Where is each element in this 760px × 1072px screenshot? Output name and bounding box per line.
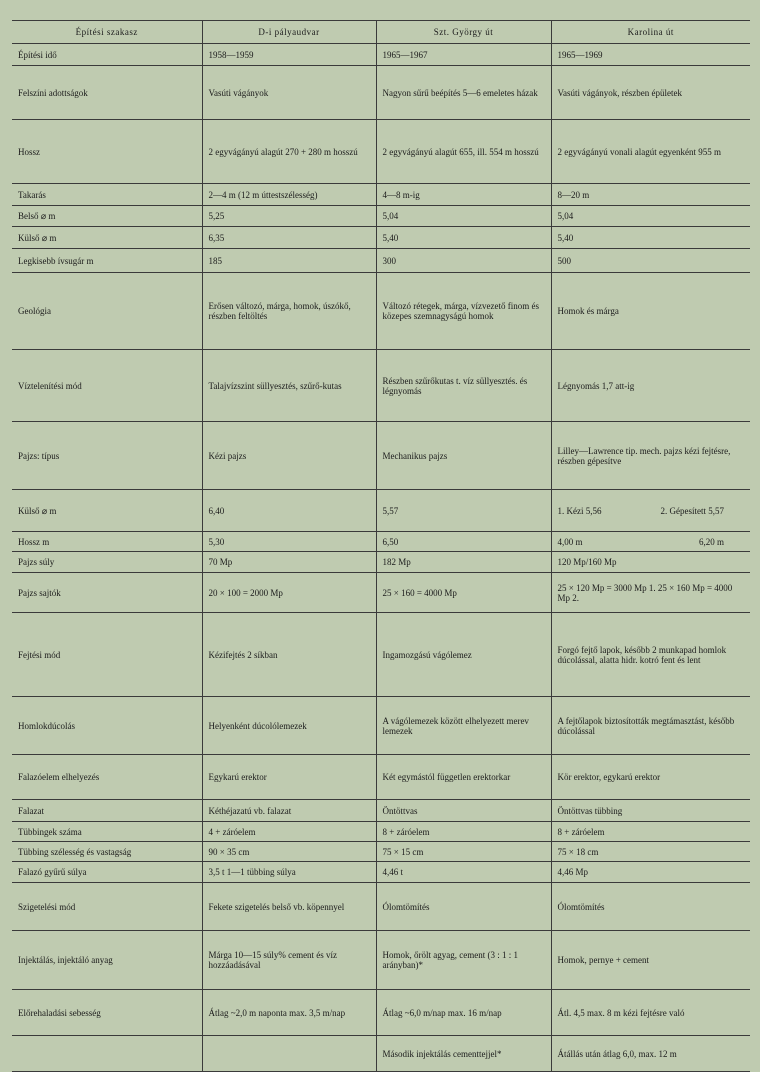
table-cell-part: 4,00 m xyxy=(557,536,583,547)
table-cell: A vágólemezek között elhelyezett merev lemezek xyxy=(376,697,551,755)
table-cell xyxy=(202,1036,376,1072)
table-cell: 75 × 15 cm xyxy=(376,842,551,862)
table-cell xyxy=(551,490,750,532)
table-cell: Kéthéjazatú vb. falazat xyxy=(202,800,376,822)
table-row xyxy=(12,350,750,422)
table-row xyxy=(12,800,750,822)
table-row xyxy=(12,613,750,697)
table-cell: Erősen változó, márga, homok, úszókő, részben feltöltés xyxy=(202,273,376,350)
row-label: Előrehaladási sebesség xyxy=(12,990,202,1036)
table-cell: 185 xyxy=(202,249,376,273)
table-cell: Ólomtömítés xyxy=(551,883,750,931)
row-label: Homlokdúcolás xyxy=(12,697,202,755)
table-cell: Részben szűrőkutas t. víz süllyesztés. és légnyomás xyxy=(376,350,551,422)
row-label: Építési idő xyxy=(12,44,202,66)
table-cell: 90 × 35 cm xyxy=(202,842,376,862)
table-cell: Lilley—Lawrence tip. mech. pajzs kézi fejtésre, részben gépesítve xyxy=(551,422,750,490)
table-cell xyxy=(551,532,750,552)
header-row xyxy=(12,21,750,44)
table-cell: Öntöttvas xyxy=(376,800,551,822)
table-cell: 4 + záróelem xyxy=(202,822,376,842)
table-row xyxy=(12,755,750,800)
table-cell: Márga 10—15 súly% cement és víz hozzáadásával xyxy=(202,931,376,990)
table-cell: Öntöttvas tübbing xyxy=(551,800,750,822)
table-cell: 8 + záróelem xyxy=(376,822,551,842)
table-cell: 2—4 m (12 m úttestszélesség) xyxy=(202,184,376,206)
header-cell: Építési szakasz xyxy=(12,21,202,44)
table-row xyxy=(12,990,750,1036)
table-cell: Két egymástól független erektorkar xyxy=(376,755,551,800)
table-cell: Mechanikus pajzs xyxy=(376,422,551,490)
row-label: Pajzs: típus xyxy=(12,422,202,490)
row-label: Pajzs súly xyxy=(12,552,202,573)
row-label: Takarás xyxy=(12,184,202,206)
header-cell: Szt. György út xyxy=(376,21,551,44)
table-cell: Ólomtömítés xyxy=(376,883,551,931)
table-cell: 500 xyxy=(551,249,750,273)
table-cell: 5,57 xyxy=(376,490,551,532)
row-label: Fejtési mód xyxy=(12,613,202,697)
table-cell: Átlag ~2,0 m naponta max. 3,5 m/nap xyxy=(202,990,376,1036)
table-row xyxy=(12,1036,750,1072)
table-row xyxy=(12,573,750,613)
table-cell: Homok, őrölt agyag, cement (3 : 1 : 1 arányban)* xyxy=(376,931,551,990)
table-row xyxy=(12,273,750,350)
row-label: Pajzs sajtók xyxy=(12,573,202,613)
table-row xyxy=(12,227,750,249)
table-cell: 2 egyvágányú vonali alagút egyenként 955 m xyxy=(551,120,750,184)
table-row xyxy=(12,120,750,184)
table-cell: Vasúti vágányok, részben épületek xyxy=(551,66,750,120)
table-cell: 20 × 100 = 2000 Mp xyxy=(202,573,376,613)
row-label: Falazó gyűrű súlya xyxy=(12,862,202,883)
table-cell: 5,40 xyxy=(376,227,551,249)
table-row xyxy=(12,249,750,273)
row-label: Külső ⌀ m xyxy=(12,227,202,249)
table-cell: Homok, pernye + cement xyxy=(551,931,750,990)
row-label: Külső ⌀ m xyxy=(12,490,202,532)
table-cell: 2 egyvágányú alagút 270 + 280 m hosszú xyxy=(202,120,376,184)
table-cell-part: 1. Kézi 5,56 xyxy=(557,505,602,516)
table-row xyxy=(12,44,750,66)
table-cell: 25 × 120 Mp = 3000 Mp 1. 25 × 160 Mp = 4000 Mp 2. xyxy=(551,573,750,613)
row-label: Falazat xyxy=(12,800,202,822)
row-label: Injektálás, injektáló anyag xyxy=(12,931,202,990)
table-cell: 5,25 xyxy=(202,206,376,227)
table-cell: 6,35 xyxy=(202,227,376,249)
table-cell: 300 xyxy=(376,249,551,273)
row-label: Hossz m xyxy=(12,532,202,552)
row-label xyxy=(12,1036,202,1072)
table-row xyxy=(12,490,750,532)
table-row xyxy=(12,206,750,227)
table-cell: 120 Mp/160 Mp xyxy=(551,552,750,573)
table-cell-part: 2. Gépesített 5,57 xyxy=(660,505,724,516)
table-cell: 5,04 xyxy=(551,206,750,227)
table-cell: 4,46 Mp xyxy=(551,862,750,883)
row-label: Felszíni adottságok xyxy=(12,66,202,120)
table-cell: Változó rétegek, márga, vízvezető finom és közepes szemnagyságú homok xyxy=(376,273,551,350)
table-cell: Kézi pajzs xyxy=(202,422,376,490)
table-row xyxy=(12,822,750,842)
table-row xyxy=(12,422,750,490)
table-cell: 4—8 m-ig xyxy=(376,184,551,206)
table-cell: 1965—1967 xyxy=(376,44,551,66)
table-cell: Homok és márga xyxy=(551,273,750,350)
row-label: Tübbing szélesség és vastagság xyxy=(12,842,202,862)
table-cell: Ingamozgású vágólemez xyxy=(376,613,551,697)
table-cell: 4,46 t xyxy=(376,862,551,883)
table-cell: 75 × 18 cm xyxy=(551,842,750,862)
row-label: Szigetelési mód xyxy=(12,883,202,931)
table-cell: Talajvízszint süllyesztés, szűrő-kutas xyxy=(202,350,376,422)
table-cell: 3,5 t 1—1 tübbing súlya xyxy=(202,862,376,883)
table-cell: Átl. 4,5 max. 8 m kézi fejtésre való xyxy=(551,990,750,1036)
table-cell: Átlag ~6,0 m/nap max. 16 m/nap xyxy=(376,990,551,1036)
table-cell-part: 6,20 m xyxy=(698,536,724,547)
table-cell: 5,04 xyxy=(376,206,551,227)
table-cell: Forgó fejtő lapok, később 2 munkapad homlok dúcolással, alatta hidr. kotró fent és lent xyxy=(551,613,750,697)
table-cell: 1965—1969 xyxy=(551,44,750,66)
table-cell: 2 egyvágányú alagút 655, ill. 554 m hosszú xyxy=(376,120,551,184)
table-row xyxy=(12,862,750,883)
header-cell: D-i pályaudvar xyxy=(202,21,376,44)
table-cell: Átállás után átlag 6,0, max. 12 m xyxy=(551,1036,750,1072)
table-cell: Kör erektor, egykarú erektor xyxy=(551,755,750,800)
table-cell: Fekete szigetelés belső vb. köpennyel xyxy=(202,883,376,931)
row-label: Legkisebb ívsugár m xyxy=(12,249,202,273)
comparison-table xyxy=(12,20,750,1072)
table-cell: 5,40 xyxy=(551,227,750,249)
table-row xyxy=(12,532,750,552)
table-cell: 70 Mp xyxy=(202,552,376,573)
table-cell: 8 + záróelem xyxy=(551,822,750,842)
table-cell: 5,30 xyxy=(202,532,376,552)
table-cell: 8—20 m xyxy=(551,184,750,206)
table-cell: Kézifejtés 2 síkban xyxy=(202,613,376,697)
table-row xyxy=(12,931,750,990)
row-label: Falazóelem elhelyezés xyxy=(12,755,202,800)
row-label: Hossz xyxy=(12,120,202,184)
row-label: Belső ⌀ m xyxy=(12,206,202,227)
table-cell: Második injektálás cementtejjel* xyxy=(376,1036,551,1072)
table-row xyxy=(12,184,750,206)
table-row xyxy=(12,697,750,755)
table-cell: A fejtőlapok biztosították megtámasztást, később dúcolással xyxy=(551,697,750,755)
row-label: Geológia xyxy=(12,273,202,350)
table-row xyxy=(12,883,750,931)
table-cell: 25 × 160 = 4000 Mp xyxy=(376,573,551,613)
table-cell: 1958—1959 xyxy=(202,44,376,66)
row-label: Víztelenítési mód xyxy=(12,350,202,422)
table-cell: 182 Mp xyxy=(376,552,551,573)
table-row xyxy=(12,66,750,120)
table-cell: 6,40 xyxy=(202,490,376,532)
table-cell: Vasúti vágányok xyxy=(202,66,376,120)
table-cell: 6,50 xyxy=(376,532,551,552)
table-cell: Légnyomás 1,7 att-ig xyxy=(551,350,750,422)
table-cell: Nagyon sűrű beépítés 5—6 emeletes házak xyxy=(376,66,551,120)
table-row xyxy=(12,552,750,573)
header-cell: Karolina út xyxy=(551,21,750,44)
row-label: Tübbingek száma xyxy=(12,822,202,842)
table-cell: Egykarú erektor xyxy=(202,755,376,800)
table-cell: Helyenként dúcolólemezek xyxy=(202,697,376,755)
table-row xyxy=(12,842,750,862)
